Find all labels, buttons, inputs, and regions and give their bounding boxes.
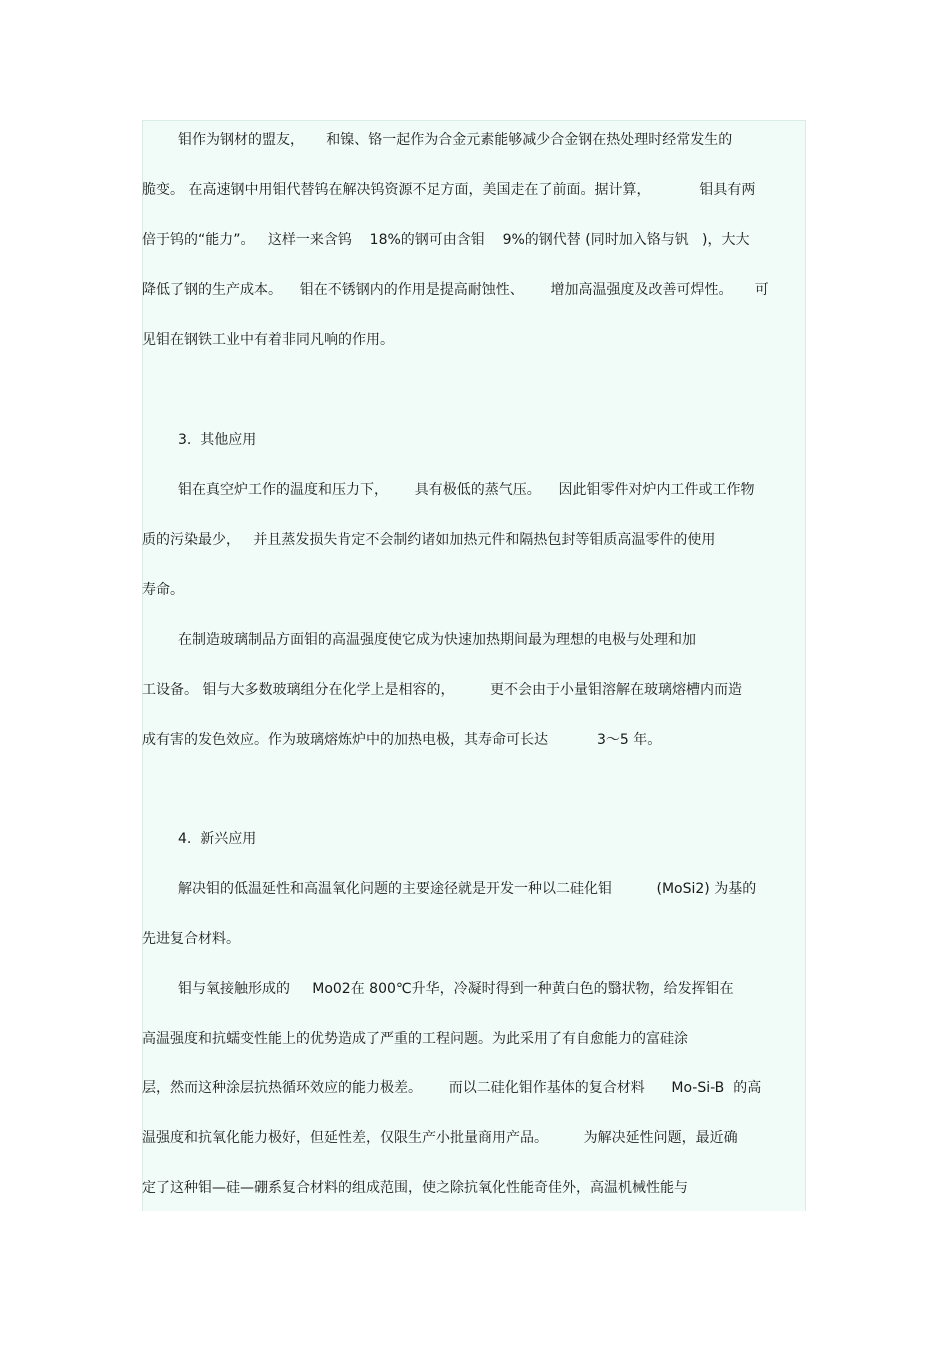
paragraph-line: 层，然而这种涂层抗热循环效应的能力极差。 而以二硅化钼作基体的复合材料 Mo-Si-B 的高 — [142, 1080, 762, 1096]
paragraph-line: 见钼在钢铁工业中有着非同凡响的作用。 — [142, 332, 394, 348]
paragraph-line: 高温强度和抗蠕变性能上的优势造成了严重的工程问题。为此采用了有自愈能力的富硅涂 — [142, 1031, 688, 1047]
paragraph-line: 成有害的发色效应。作为玻璃熔炼炉中的加热电极，其寿命可长达 3～5 年。 — [142, 732, 662, 748]
paragraph-line: 倍于钨的“能力”。 这样一来含钨 18%的钢可由含钼 9%的钢代替 (同时加入铬与钒 )，大大 — [142, 232, 750, 248]
paragraph-line: 质的污染最少， 并且蒸发损失肯定不会制约诸如加热元件和隔热包封等钼质高温零件的使用 — [142, 532, 716, 548]
paragraph-line: 工设备。 钼与大多数玻璃组分在化学上是相容的， 更不会由于小量钼溶解在玻璃熔槽内而造 — [142, 682, 743, 698]
paragraph-line: 钼在真空炉工作的温度和压力下， 具有极低的蒸气压。 因此钼零件对炉内工件或工作物 — [178, 482, 755, 498]
paragraph-line: 钼作为钢材的盟友， 和镍、铬一起作为合金元素能够减少合金钢在热处理时经常发生的 — [178, 132, 733, 148]
paragraph-line: 钼与氧接触形成的 Mo02在 800℃升华，冷凝时得到一种黄白色的翳状物，给发挥钼在 — [178, 981, 734, 997]
paragraph-line: 先进复合材料。 — [142, 931, 240, 947]
paragraph-line: 脆变。 在高速钢中用钼代替钨在解决钨资源不足方面，美国走在了前面。据计算， 钼具有两 — [142, 182, 756, 198]
paragraph-line: 降低了钢的生产成本。 钼在不锈钢内的作用是提高耐蚀性、 增加高温强度及改善可焊性。 可 — [142, 282, 769, 298]
paragraph-line: 在制造玻璃制品方面钼的高温强度使它成为快速加热期间最为理想的电极与处理和加 — [178, 632, 696, 648]
section-heading: 4. 新兴应用 — [178, 831, 257, 847]
paragraph-line: 解决钼的低温延性和高温氧化问题的主要途径就是开发一种以二硅化钼 (MoSi2) 为基的 — [178, 881, 757, 897]
paragraph-line: 温强度和抗氧化能力极好，但延性差，仅限生产小批量商用产品。 为解决延性问题，最近确 — [142, 1130, 738, 1146]
paragraph-line: 定了这种钼—硅—硼系复合材料的组成范围，使之除抗氧化性能奇佳外，高温机械性能与 — [142, 1180, 688, 1196]
paragraph-line: 寿命。 — [142, 582, 184, 598]
section-heading: 3. 其他应用 — [178, 432, 257, 448]
